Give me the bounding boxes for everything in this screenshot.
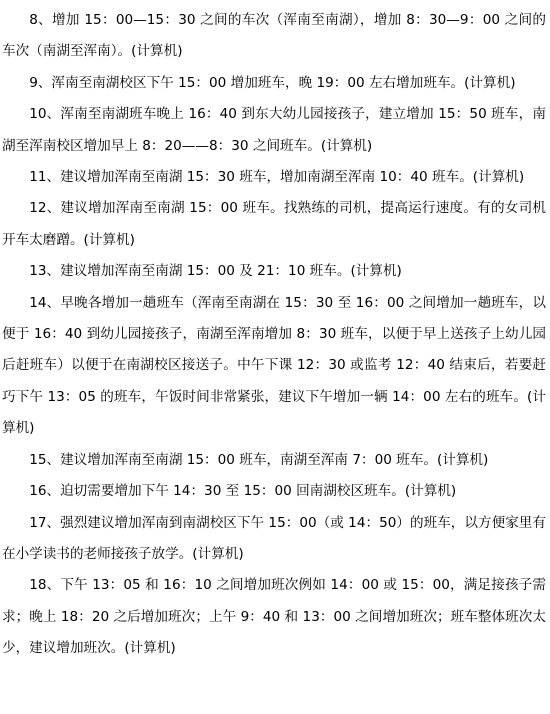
suggestion-item-8: 8、增加 15：00—15：30 之间的车次（浑南至南湖），增加 8：30—9：00 之间的车次（南湖至浑南）。(计算机) <box>2 12 546 60</box>
suggestion-item-16: 16、迫切需要增加下午 14：30 至 15：00 回南湖校区班车。(计算机) <box>29 483 457 500</box>
suggestion-item-9: 9、浑南至南湖校区下午 15：00 增加班车，晚 19：00 左右增加班车。(计算机) <box>29 74 516 91</box>
suggestion-item-10: 10、浑南至南湖班车晚上 16：40 到东大幼儿园接孩子，建立增加 15：50 班车，南湖至浑南校区增加早上 8：20——8：30 之间班车。(计算机) <box>2 106 546 154</box>
suggestion-item-18: 18、下午 13：05 和 16：10 之间增加班次例如 14：00 或 15：00，满足接孩子需求；晚上 18：20 之后增加班次；上午 9：40 和 13：00 之间增加班次；班车整体班次太少，建议增加班次。(计算机) <box>2 577 546 657</box>
suggestion-item-17: 17、强烈建议增加浑南到南湖校区下午 15：00（或 14：50）的班车，以方便家里有在小学读书的老师接孩子放学。(计算机) <box>2 514 546 562</box>
suggestion-item-13: 13、建议增加浑南至南湖 15：00 及 21：10 班车。(计算机) <box>29 263 402 280</box>
suggestion-item-11: 11、建议增加浑南至南湖 15：30 班车，增加南湖至浑南 10：40 班车。(计算机) <box>29 169 525 186</box>
suggestion-item-14: 14、早晚各增加一趟班车（浑南至南湖在 15：30 至 16：00 之间增加一趟班车，以便于 16：40 到幼儿园接孩子，南湖至浑南增加 8：30 班车，以便于早上送孩子上幼儿园后赶班车）以便于在南湖校区接送子。中午下课 12：30 或监考 12：40 结束后，若要赶巧下午 13：05 的班车，午饭时间非常紧张，建议下午增加一辆 14：00 左右的班车。(计算机) <box>2 294 546 437</box>
suggestion-item-15: 15、建议增加浑南至南湖 15：00 班车，南湖至浑南 7：00 班车。(计算机) <box>29 451 489 468</box>
suggestion-item-12: 12、建议增加浑南至南湖 15：00 班车。找熟练的司机，提高运行速度。有的女司机开车太磨蹭。(计算机) <box>2 200 546 248</box>
